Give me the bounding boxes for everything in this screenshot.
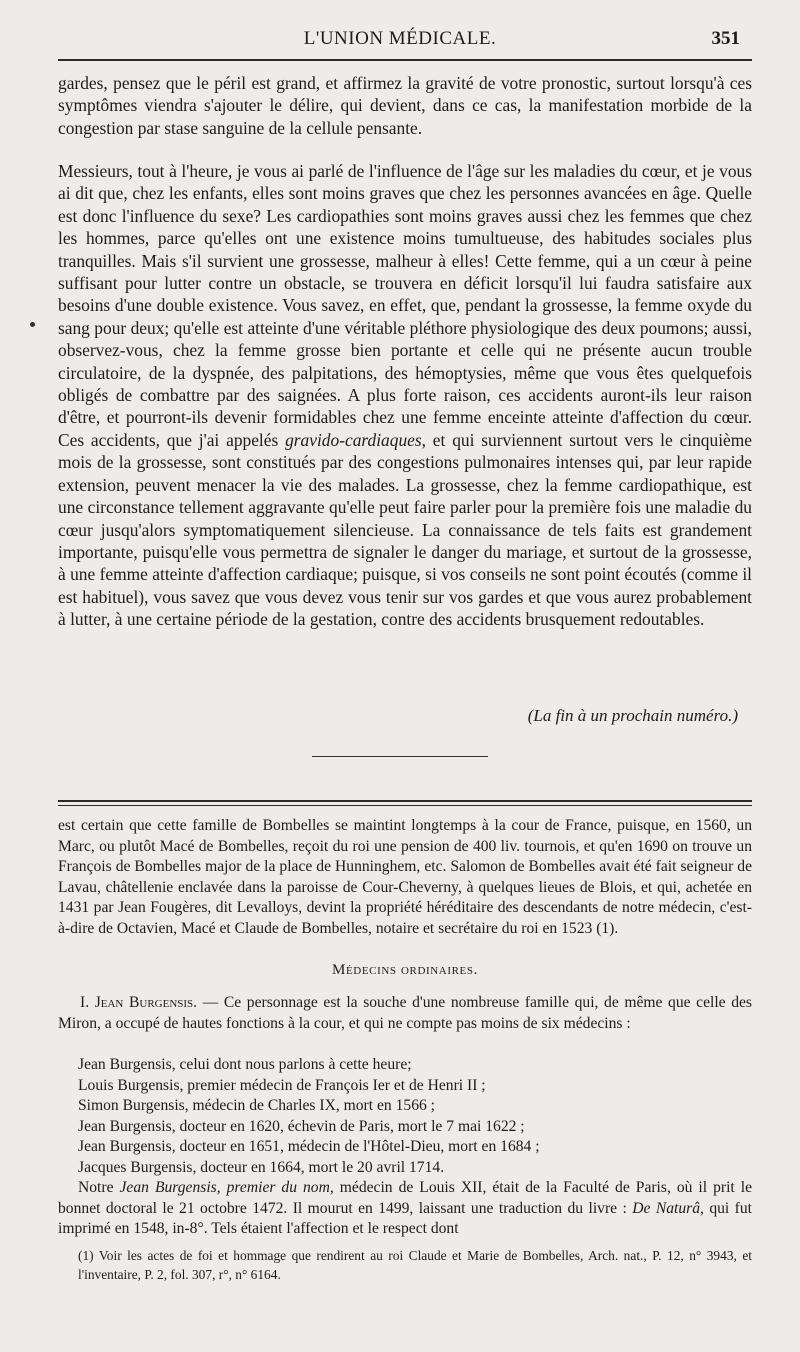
closing-italic-name: Jean Burgensis, premier du nom, bbox=[119, 1179, 334, 1196]
page-number: 351 bbox=[711, 28, 740, 49]
feuilleton-paragraph-1 bbox=[58, 816, 752, 939]
entry-number: I. bbox=[80, 994, 95, 1011]
lecture-paragraph-2-text-a: Messieurs, tout à l'heure, je vous ai parlé de l'influence de l'âge sur les maladies du cœur, et je vous ai dit que, chez les enfants, elles sont moins graves que chez les personnes avancées en âge. Quelle est donc l'influence du sexe? Les cardiopathies sont moins graves aussi chez les femmes que chez les hommes, parce qu'elles ont une existence moins tumultueuse, des habitudes sociales plus tranquilles. Mais s'il survient une grossesse, malheur à elles! Cette femme, qui a un cœur à peine suffisant pour lutter contre un obstacle, se trouvera en déficit lorsqu'il lui faudra satisfaire aux besoins d'une double existence. Vous savez, en effet, que, pendant la grossesse, la femme oxyde du sang pour deux; qu'elle est atteinte d'une véritable pléthore physiologique des deux poumons; aussi, observez-vous, chez la femme grosse bien portante et celle qui ne présente aucun trouble circulatoire, de la dyspnée, des palpitations, des hémoptysies, même que vous êtes quelquefois obligés de combattre par des saignées. A plus forte raison, ces accidents auront-ils leur raison d'être, et pourront-ils devenir formidables chez une femme enceinte atteinte d'affection du cœur. Ces accidents, que j'ai appelés bbox=[58, 161, 752, 450]
entry-name: Jean Burgensis. bbox=[94, 994, 198, 1011]
section-end-rule bbox=[312, 756, 488, 757]
closing-text-c: qui fut imprimé en 1548, in-8°. Tels étaient l'affection et le respect dont bbox=[58, 1199, 752, 1237]
lecture-paragraph-1 bbox=[58, 72, 752, 139]
list-item: Jean Burgensis, docteur en 1620, échevin de Paris, mort le 7 mai 1622 ; bbox=[78, 1117, 525, 1135]
list-item: Jean Burgensis, celui dont nous parlons à cette heure; bbox=[78, 1056, 412, 1073]
header-rule bbox=[58, 59, 752, 61]
entry-paragraph bbox=[58, 993, 752, 1034]
closing-paragraph bbox=[58, 1178, 752, 1240]
margin-mark bbox=[30, 322, 35, 327]
entry-text: — Ce personnage est la souche d'une nombreuse famille qui, de même que celle des Miron, a occupé de hautes fonctions à la cour, et qui ne compte pas moins de six médecins : bbox=[58, 994, 752, 1032]
continuation-note: (La fin à un prochain numéro.) bbox=[527, 706, 738, 725]
closing-text-a: Notre bbox=[78, 1179, 120, 1196]
gravido-cardiaques-term: gravido-cardiaques bbox=[285, 429, 422, 450]
feuilleton-rule-bottom bbox=[58, 805, 752, 806]
feuilleton-paragraph-1-text: est certain que cette famille de Bombelles se maintint longtemps à la cour de France, puisque, en 1560, un Marc, ou plutôt Macé de Bombelles, reçoit du roi une pension de 400 liv. tournois, et qu'en 1690 on trouve un François de Bombelles major de la place de Hunninghem, etc. Salomon de Bombelles avait été fait seigneur de Lavau, châtellenie enclavée dans la paroisse de Cour-Cheverny, à quelques lieues de Blois, et qui, achetée en 1431 par Jean Fougères, dit Levalloys, devint la propriété héréditaire des descendants de notre médecin, c'est-à-dire de Octavien, Macé et Claude de Bombelles, notaire et secrétaire du roi en 1523 (1). bbox=[58, 817, 752, 937]
physician-list bbox=[78, 1055, 752, 1178]
journal-title: L'UNION MÉDICALE. bbox=[303, 28, 497, 49]
lecture-paragraph-1-text: gardes, pensez que le péril est grand, et affirmez la gravité de votre pronostic, surtout lorsqu'à ces symptômes viendra s'ajouter le délire, qui devient, dans ce cas, la manifestation morbide de la congestion par stase sanguine de la cellule pensante. bbox=[58, 73, 752, 138]
lecture-paragraph-2 bbox=[58, 160, 752, 631]
section-heading: Médecins ordinaires. bbox=[332, 962, 478, 978]
running-header bbox=[60, 24, 740, 54]
list-item: Louis Burgensis, premier médecin de François Ier et de Henri II ; bbox=[78, 1076, 486, 1094]
list-item: Jean Burgensis, docteur en 1651, médecin de l'Hôtel-Dieu, mort en 1684 ; bbox=[78, 1138, 540, 1155]
list-item: Jacques Burgensis, docteur en 1664, mort le 20 avril 1714. bbox=[78, 1158, 445, 1176]
list-item: Simon Burgensis, médecin de Charles IX, mort en 1566 ; bbox=[78, 1097, 436, 1114]
lecture-paragraph-2-text-b: , et qui surviennent surtout vers le cinquième mois de la grossesse, sont constitués par des congestions pulmonaires intenses qui, par leur rapide extension, peuvent menacer la vie des malades. La grossesse, chez la femme cardiopathique, est une circonstance tellement aggravante qu'elle peut faire parler pour la première fois une maladie du cœur jusqu'alors symptomatiquement silencieuse. La connaissance de tels faits est grandement importante, puisqu'elle vous permettra de signaler le danger du mariage, et surtout de la grossesse, à une femme atteinte d'affection cardiaque; puisque, si vos conseils ne sont point écoutés (comme il est habituel), vous savez que vous devez vous tenir sur vos gardes et que vous aurez probablement à lutter, à une certaine période de la gestation, contre des accidents brusquement redoutables. bbox=[58, 429, 752, 630]
book-title: De Naturâ, bbox=[632, 1199, 704, 1217]
footnote: (1) Voir les actes de foi et hommage que rendirent au roi Claude et Marie de Bombelles, Arch. nat., P. 12, n° 3943, et l'inventaire, P. 2, fol. 307, r°, n° 6164. bbox=[78, 1248, 752, 1282]
closing-text-b: médecin de Louis XII, était de la Faculté de Paris, où il prit le bonnet doctoral le 21 octobre 1472. Il mourut en 1499, laissant une traduction du livre : bbox=[58, 1179, 753, 1217]
feuilleton-rule-top bbox=[58, 800, 752, 802]
